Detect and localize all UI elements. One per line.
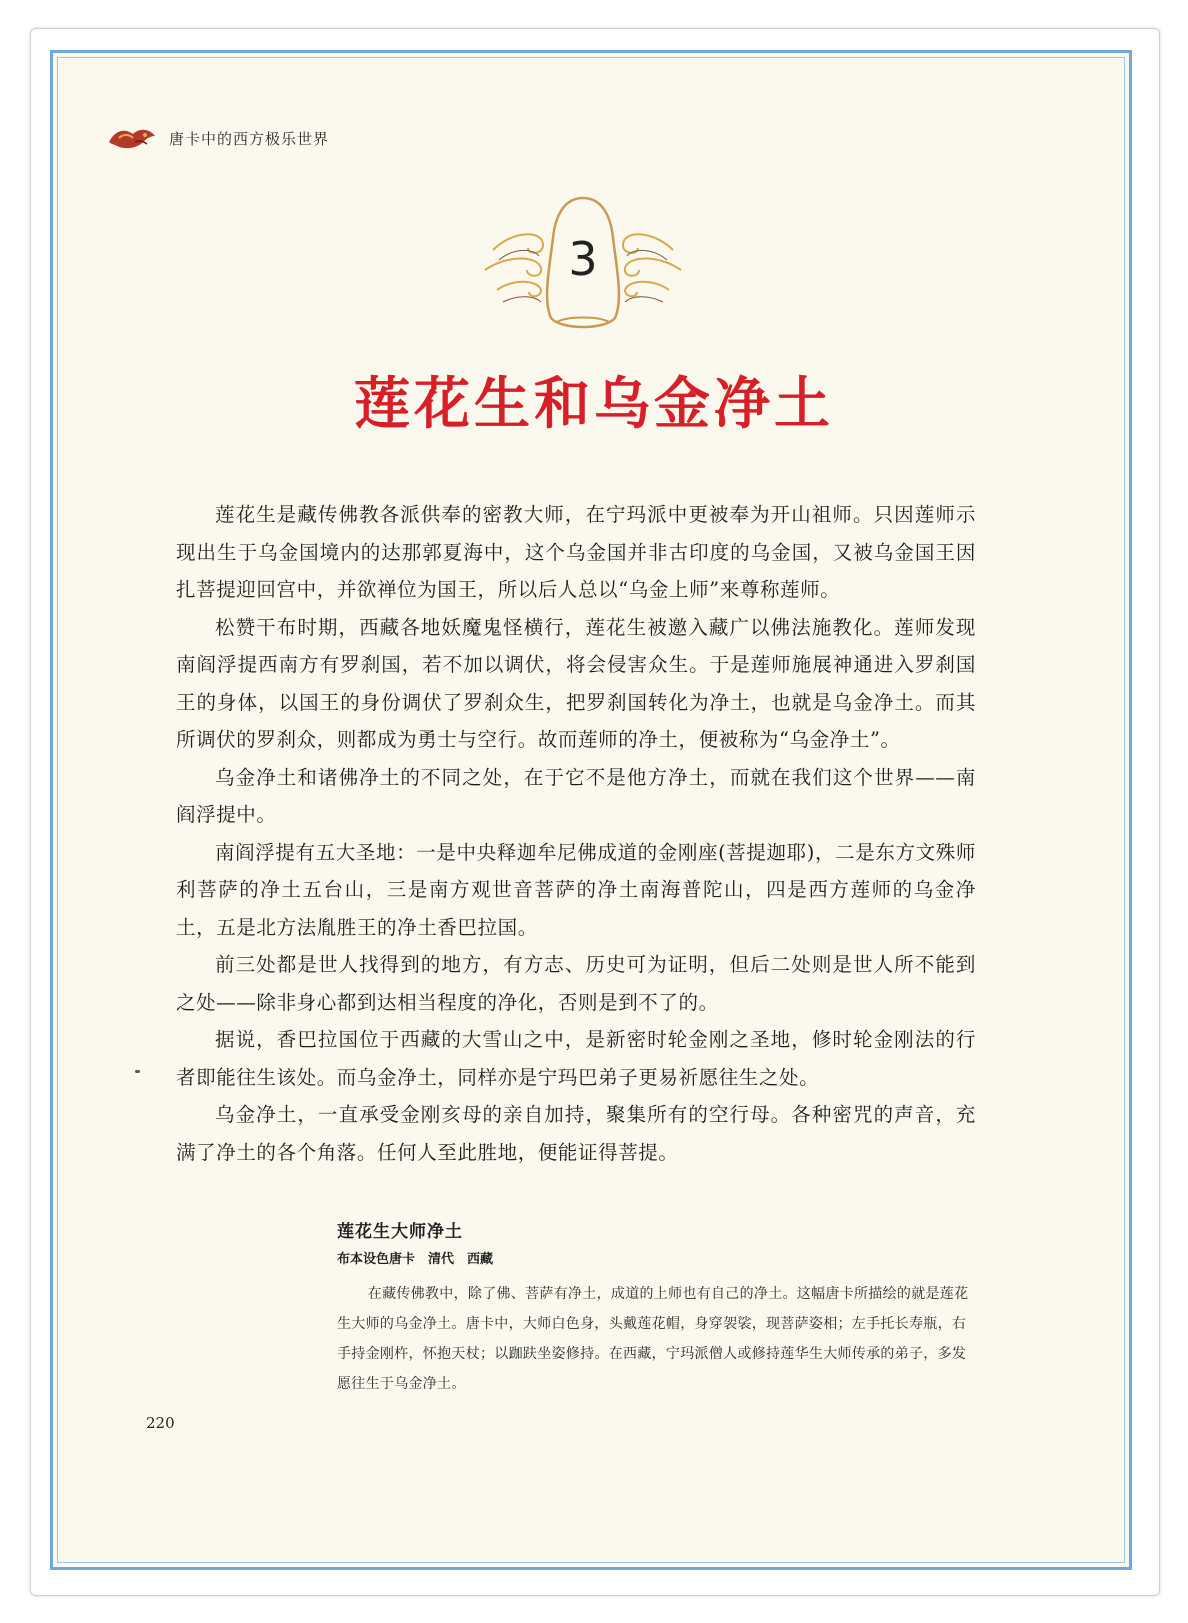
image-caption (337, 1217, 977, 1399)
paragraph: 莲花生是藏传佛教各派供奉的密教大师，在宁玛派中更被奉为开山祖师。只因莲师示现出生于乌金国境内的达那郭夏海中，这个乌金国并非古印度的乌金国，又被乌金国王因扎菩提迎回宫中，并欲禅位为国王，所以后人总以“乌金上师”来尊称莲师。 (176, 503, 976, 601)
print-speck (135, 1070, 140, 1073)
chapter-title: 莲花生和乌金净土 (354, 371, 834, 437)
caption-body: 在藏传佛教中，除了佛、菩萨有净土，成道的上师也有自己的净土。这幅唐卡所描绘的就是莲花生大师的乌金净土。唐卡中，大师白色身，头戴莲花帽，身穿袈裟，现菩萨姿相；左手托长寿瓶，右手持金刚杵，怀抱天杖；以跏趺坐姿修持。在西藏，宁玛派僧人或修持莲华生大师传承的弟子，多发愿往生于乌金净土。 (337, 1286, 969, 1392)
chapter-badge (483, 190, 683, 340)
chapter-number: 3 (568, 232, 598, 286)
paragraph: 前三处都是世人找得到的地方，有方志、历史可为证明，但后二处则是世人所不能到之处——除非身心都到达相当程度的净化，否则是到不了的。 (176, 953, 976, 1014)
caption-title: 莲花生大师净土 (337, 1222, 463, 1242)
paragraph: 松赞干布时期，西藏各地妖魔鬼怪横行，莲花生被邀入藏广以佛法施教化。莲师发现南阎浮提西南方有罗刹国，若不加以调伏，将会侵害众生。于是莲师施展神通进入罗刹国王的身体，以国王的身份调伏了罗刹众生，把罗刹国转化为净土，也就是乌金净土。而其所调伏的罗刹众，则都成为勇士与空行。故而莲师的净土，便被称为“乌金净土”。 (176, 615, 976, 751)
paragraph: 乌金净土和诸佛净土的不同之处，在于它不是他方净土，而就在我们这个世界——南阎浮提中。 (176, 765, 976, 826)
running-header-text: 唐卡中的西方极乐世界 (169, 129, 330, 148)
paragraph: 南阎浮提有五大圣地：一是中央释迦牟尼佛成道的金刚座(菩提迦耶)，二是东方文殊师利菩萨的净土五台山，三是南方观世音菩萨的净土南海普陀山，四是西方莲师的乌金净土，五是北方法胤胜王的净土香巴拉国。 (176, 840, 976, 939)
running-header (105, 123, 329, 153)
paragraph: 乌金净土，一直承受金刚亥母的亲自加持，聚集所有的空行母。各种密咒的声音，充满了净土的各个角落。任何人至此胜地，便能证得菩提。 (176, 1103, 976, 1164)
paragraph: 据说，香巴拉国位于西藏的大雪山之中，是新密时轮金刚之圣地，修时轮金刚法的行者即能往生该处。而乌金净土，同样亦是宁玛巴弟子更易祈愿往生之处。 (176, 1028, 976, 1089)
page-number: 220 (146, 1414, 175, 1432)
caption-subtitle: 布本设色唐卡 清代 西藏 (337, 1252, 494, 1267)
body-text (176, 496, 976, 1171)
dragon-ornament-icon (105, 124, 159, 152)
